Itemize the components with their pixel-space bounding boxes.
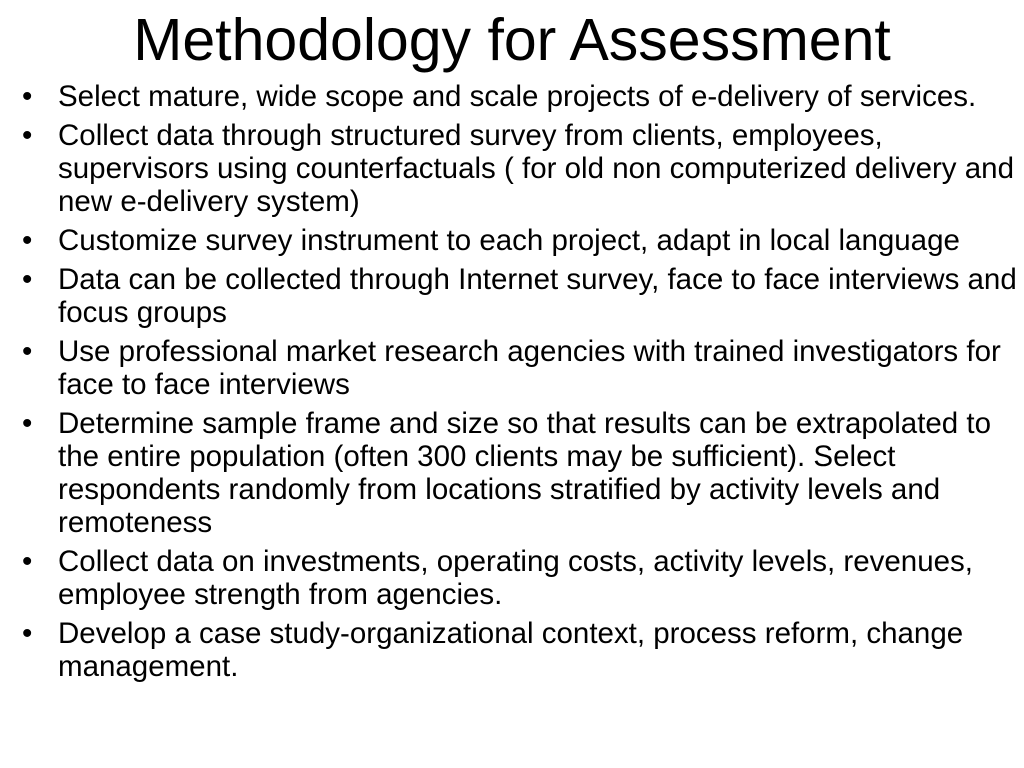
bullet-text: Select mature, wide scope and scale projects of e-delivery of services. xyxy=(58,80,977,113)
bullet-marker: • xyxy=(22,263,33,296)
bullet-marker: • xyxy=(22,617,33,650)
bullet-list xyxy=(20,80,1020,689)
bullet-text: Customize survey instrument to each project, adapt in local language xyxy=(58,224,960,257)
bullet-text: Collect data on investments, operating costs, activity levels, revenues, employee strength from agencies. xyxy=(58,545,973,611)
bullet-marker: • xyxy=(22,119,33,152)
bullet-item xyxy=(20,224,1020,257)
bullet-item xyxy=(20,263,1020,329)
bullet-text: Develop a case study-organizational context, process reform, change management. xyxy=(58,617,964,683)
bullet-item xyxy=(20,407,1020,539)
bullet-item xyxy=(20,335,1020,401)
bullet-marker: • xyxy=(22,545,33,578)
bullet-marker: • xyxy=(22,224,33,257)
bullet-item xyxy=(20,80,1020,113)
bullet-marker: • xyxy=(22,80,33,113)
bullet-item xyxy=(20,119,1020,218)
bullet-text: Collect data through structured survey from clients, employees, supervisors using counterfactuals ( for old non computerized delivery and new e-delivery system) xyxy=(58,119,1014,218)
bullet-item xyxy=(20,545,1020,611)
bullet-text: Data can be collected through Internet survey, face to face interviews and focus groups xyxy=(58,263,1017,329)
bullet-marker: • xyxy=(22,407,33,440)
slide-title: Methodology for Assessment xyxy=(133,7,891,73)
bullet-item xyxy=(20,617,1020,683)
bullet-text: Use professional market research agencies with trained investigators for face to face interviews xyxy=(58,335,1001,401)
bullet-text: Determine sample frame and size so that results can be extrapolated to the entire population (often 300 clients may be sufficient). Select respondents randomly from locations stratified by activity levels and remoteness xyxy=(58,407,992,539)
bullet-marker: • xyxy=(22,335,33,368)
